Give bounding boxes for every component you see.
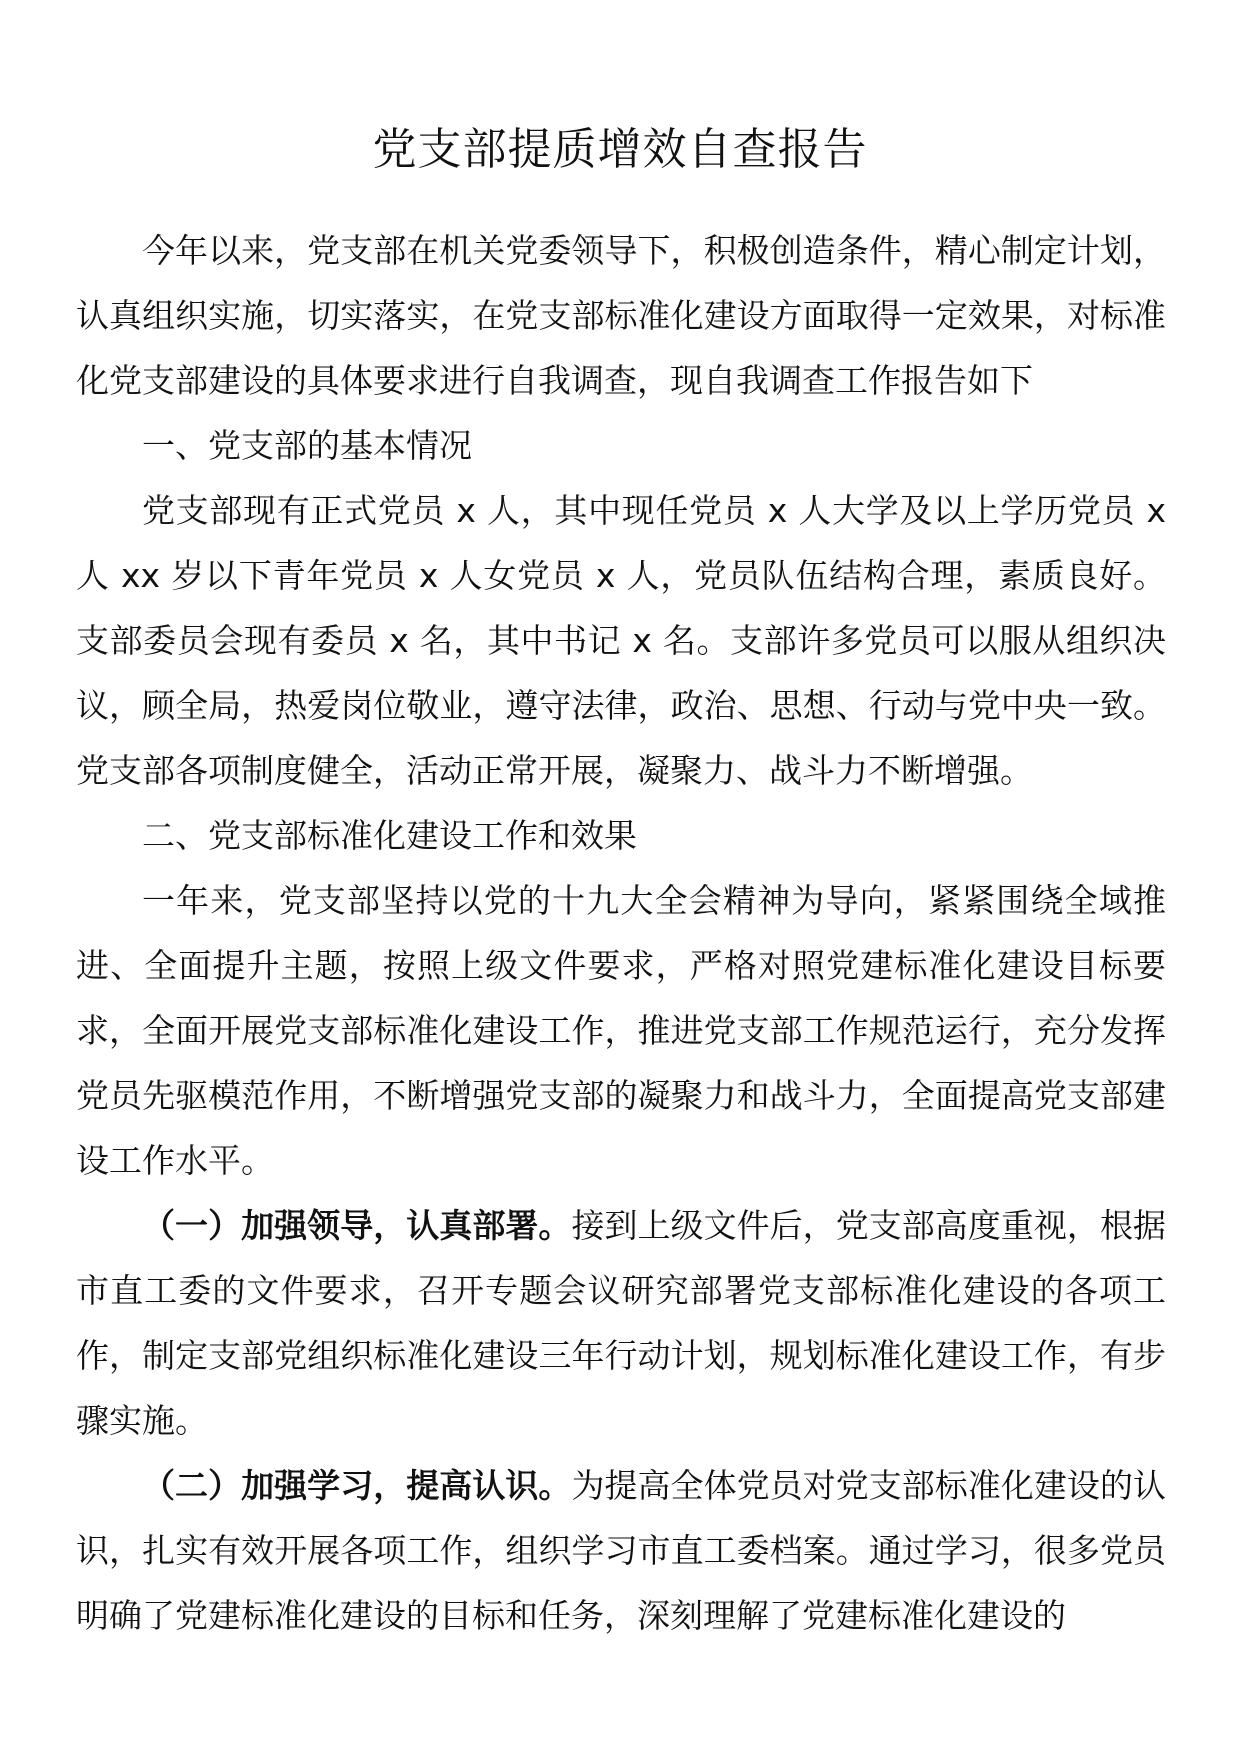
section-1-heading: 一、党支部的基本情况 xyxy=(142,426,472,465)
document-body xyxy=(76,218,1166,1648)
item-2-lead: （二）加强学习，提高认识。 xyxy=(142,1466,572,1505)
item-1-lead: （一）加强领导，认真部署。 xyxy=(142,1206,572,1245)
section-2-heading: 二、党支部标准化建设工作和效果 xyxy=(142,816,637,855)
item-2-paragraph xyxy=(76,1453,1166,1648)
item-1-paragraph xyxy=(76,1193,1166,1453)
item-1-text: 接到上级文件后，党支部高度重视，根据市直工委的文件要求，召开专题会议研究部署党支部标准化建设的各项工作，制定支部党组织标准化建设三年行动计划，规划标准化建设工作，有步骤实施。 xyxy=(76,1206,1167,1440)
section-2-paragraph: 一年来，党支部坚持以党的十九大全会精神为导向，紧紧围绕全域推进、全面提升主题，按照上级文件要求，严格对照党建标准化建设目标要求，全面开展党支部标准化建设工作，推进党支部工作规范运行，充分发挥党员先驱模范作用，不断增强党支部的凝聚力和战斗力，全面提高党支部建设工作水平。 xyxy=(76,881,1166,1180)
item-2-text: 为提高全体党员对党支部标准化建设的认识，扎实有效开展各项工作，组织学习市直工委档案。通过学习，很多党员明确了党建标准化建设的目标和任务，深刻理解了党建标准化建设的 xyxy=(76,1466,1167,1635)
section-1-paragraph: 党支部现有正式党员 x 人，其中现任党员 x 人大学及以上学历党员 x 人 xx 岁以下青年党员 x 人女党员 x 人，党员队伍结构合理，素质良好。支部委员会现有委员 x 名，其中书记 x 名。支部许多党员可以服从组织决议，顾全局，热爱岗位敬业，遵守法律，政治、思想、行动与党中央一致。党支部各项制度健全，活动正常开展，凝聚力、战斗力不断增强。 xyxy=(76,491,1166,790)
intro-paragraph: 今年以来，党支部在机关党委领导下，积极创造条件，精心制定计划，认真组织实施，切实落实，在党支部标准化建设方面取得一定效果，对标准化党支部建设的具体要求进行自我调查，现自我调查工作报告如下 xyxy=(76,231,1166,400)
document-title: 党支部提质增效自查报告 xyxy=(372,124,868,175)
